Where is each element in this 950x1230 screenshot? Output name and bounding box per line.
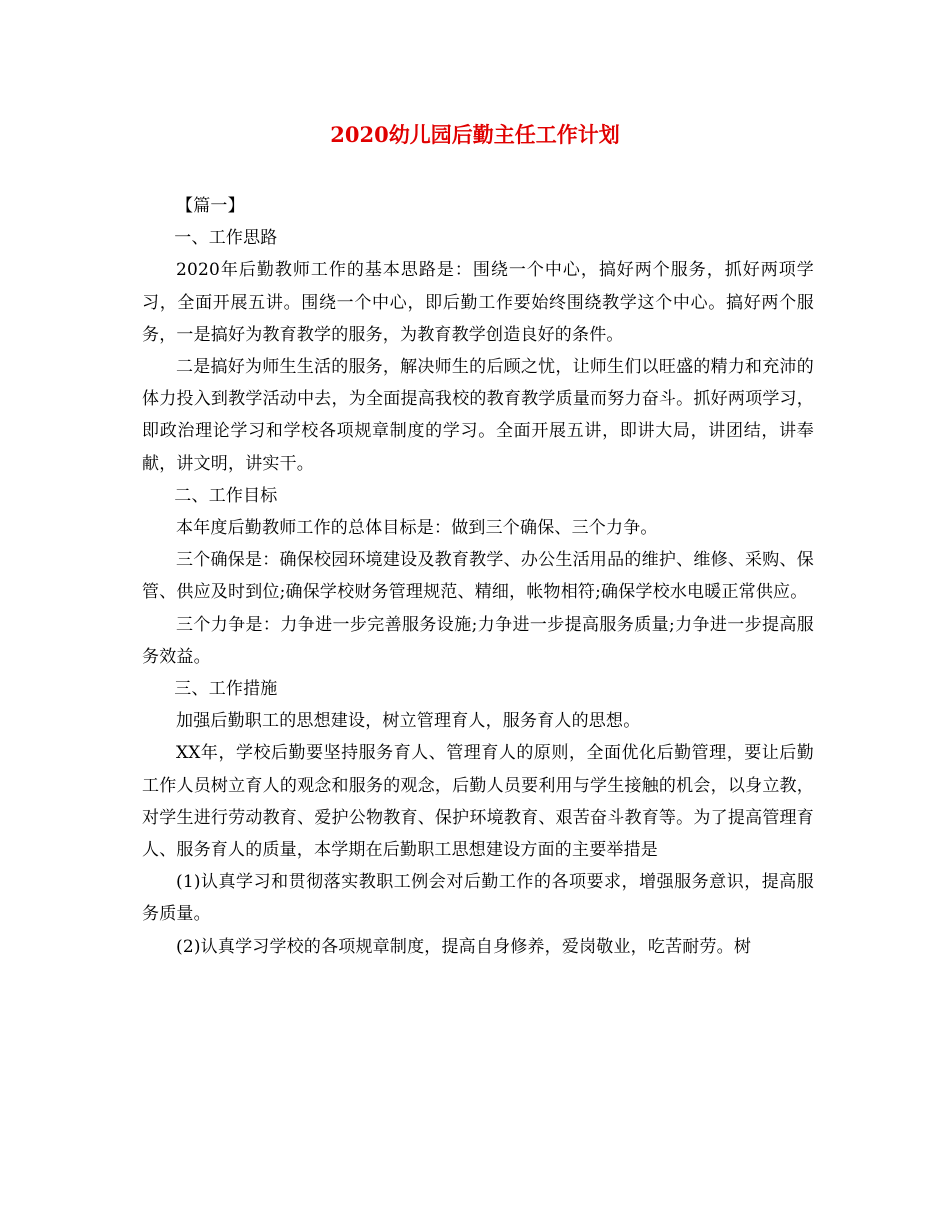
document-body — [142, 190, 814, 963]
document-title: 2020幼儿园后勤主任工作计划 — [330, 122, 620, 147]
section-heading: 一、工作思路 — [174, 228, 278, 249]
paragraph: 2020年后勤教师工作的基本思路是：围绕一个中心，搞好两个服务，抓好两项学习，全面开展五讲。围绕一个中心，即后勤工作要始终围绕教学这个中心。搞好两个服务，一是搞好为教育教学的服务，为教育教学创造良好的条件。 — [142, 260, 814, 345]
paragraph: 三个确保是：确保校园环境建设及教育教学、办公生活用品的维护、维修、采购、保管、供应及时到位;确保学校财务管理规范、精细，帐物相符;确保学校水电暖正常供应。 — [142, 550, 814, 603]
paragraph: 三个力争是：力争进一步完善服务设施;力争进一步提高服务质量;力争进一步提高服务效益。 — [142, 614, 814, 667]
section-marker: 【篇一】 — [176, 196, 245, 216]
paragraph: XX年，学校后勤要坚持服务育人、管理育人的原则，全面优化后勤管理，要让后勤工作人员树立育人的观念和服务的观念，后勤人员要利用与学生接触的机会，以身立教，对学生进行劳动教育、爱护公物教育、保护环境教育、艰苦奋斗教育等。为了提高管理育人、服务育人的质量，本学期在后勤职工思想建设方面的主要举措是 — [142, 743, 814, 861]
section-heading: 二、工作目标 — [174, 485, 278, 506]
paragraph: 加强后勤职工的思想建设，树立管理育人，服务育人的思想。 — [176, 711, 641, 732]
list-item: (1)认真学习和贯彻落实教职工例会对后勤工作的各项要求，增强服务意识，提高服务质量。 — [142, 872, 814, 925]
paragraph: 本年度后勤教师工作的总体目标是：做到三个确保、三个力争。 — [176, 518, 658, 539]
list-item: (2)认真学习学校的各项规章制度，提高自身修养，爱岗敬业，吃苦耐劳。树 — [176, 936, 752, 957]
paragraph: 二是搞好为师生生活的服务，解决师生的后顾之忧，让师生们以旺盛的精力和充沛的体力投入到教学活动中去，为全面提高我校的教育教学质量而努力奋斗。抓好两项学习，即政治理论学习和学校各项规章制度的学习。全面开展五讲，即讲大局，讲团结，讲奉献，讲文明，讲实干。 — [142, 357, 814, 474]
section-heading: 三、工作措施 — [174, 679, 278, 700]
